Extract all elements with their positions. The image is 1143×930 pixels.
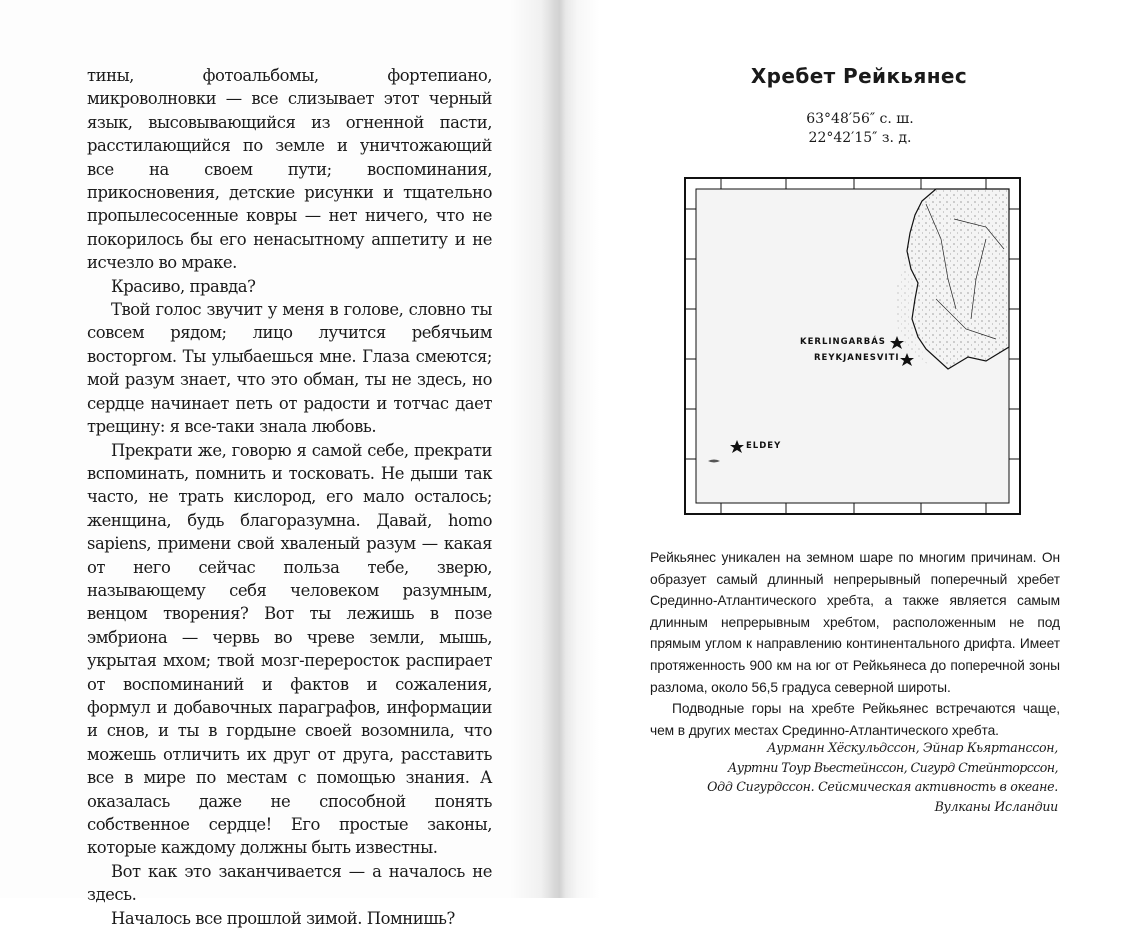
description — [650, 547, 1060, 741]
description-paragraph: Подводные горы на хребте Рейкьянес встречаются чаще, чем в других местах Срединно-Атлантического хребта. — [650, 701, 1060, 738]
map-drawing — [686, 179, 1019, 513]
paragraph: Началось все прошлой зимой. Помнишь? — [111, 908, 455, 928]
citation-line: Вулканы Исландии — [934, 798, 1058, 814]
latitude: 63°48′56″ с. ш. — [806, 111, 914, 127]
label-kerlingarbas: KERLINGARBÁS — [800, 337, 886, 347]
citation-line: Ауртни Тоур Вьестейнссон, Сигурд Стейнторссон, — [727, 759, 1058, 775]
coordinates — [780, 110, 940, 148]
paragraph: Твой голос звучит у меня в голове, словно ты совсем рядом; лицо лучится ребячьим восторгом. Ты улыбаешься мне. Глаза смеются; мой разум знает, что это обман, ты не здесь, но сердце начинает петь от радости и тотчас дает трещину: я все-таки знала любовь. — [87, 300, 492, 437]
label-eldey: ELDEY — [746, 441, 782, 451]
book-gutter-shadow — [510, 0, 600, 898]
citation-line: Одд Сигурдссон. Сейсмическая активность в океане. — [707, 779, 1058, 794]
body-text — [87, 64, 492, 930]
paragraph: тины, фотоальбомы, фортепиано, микроволновки — все слизывает этот черный язык, высовывающийся из огненной пасти, расстилающийся по земле и уничтожающий все на своем пути; воспоминания, прикосновения, детские рисунки и тщательно пропылесосенные ковры — нет ничего, что не покорилось бы его ненасытному аппетиту и не исчезло во мраке. — [87, 66, 492, 273]
citation — [690, 738, 1058, 816]
chapter-title: Хребет Рейкьянес — [750, 64, 968, 88]
reykjanes-map — [684, 177, 1021, 515]
label-reykjanesviti: REYKJANESVITI — [814, 353, 900, 363]
description-paragraph: Рейкьянес уникален на земном шаре по многим причинам. Он образует самый длинный непрерывный поперечный хребет Срединно-Атлантического хребта, а также является самым длинным непрерывным хребтом, расположенным не под прямым углом к направлению континентального дрифта. Имеет протяженность 900 км на юг от Рейкьянеса до поперечной зоны разлома, около 56,5 градуса северной широты. — [650, 550, 1060, 695]
paragraph: Красиво, правда? — [111, 276, 256, 296]
land-mass — [907, 189, 1009, 369]
paragraph: Прекрати же, говорю я самой себе, прекрати вспоминать, помнить и тосковать. Не дыши так часто, не трать кислород, его мало осталось; женщина, будь благоразумна. Давай, homo sapiens, примени свой хваленый разум — какая от него сейчас польза тебе, зверю, называющему себя человеком разумным, венцом творения? Вот ты лежишь в позе эмбриона — червь во чреве земли, мышь, укрытая мхом; твой мозг-переросток распирает от воспоминаний и фактов и сожаления, формул и добавочных параграфов, информации и снов, и ты в гордыне своей возомнила, что можешь отличить их друг от друга, расставить все в мире по местам с помощью знания. А оказалась даже не способной понять собственное сердце! Его простые законы, которые каждому должны быть известны. — [87, 440, 492, 858]
citation-line: Аурманн Хёскульдссон, Эйнар Кьяртанссон, — [767, 740, 1058, 755]
longitude: 22°42′15″ з. д. — [808, 130, 912, 146]
left-page — [0, 0, 556, 928]
paragraph: Вот как это заканчивается — а началось не здесь. — [87, 861, 492, 905]
